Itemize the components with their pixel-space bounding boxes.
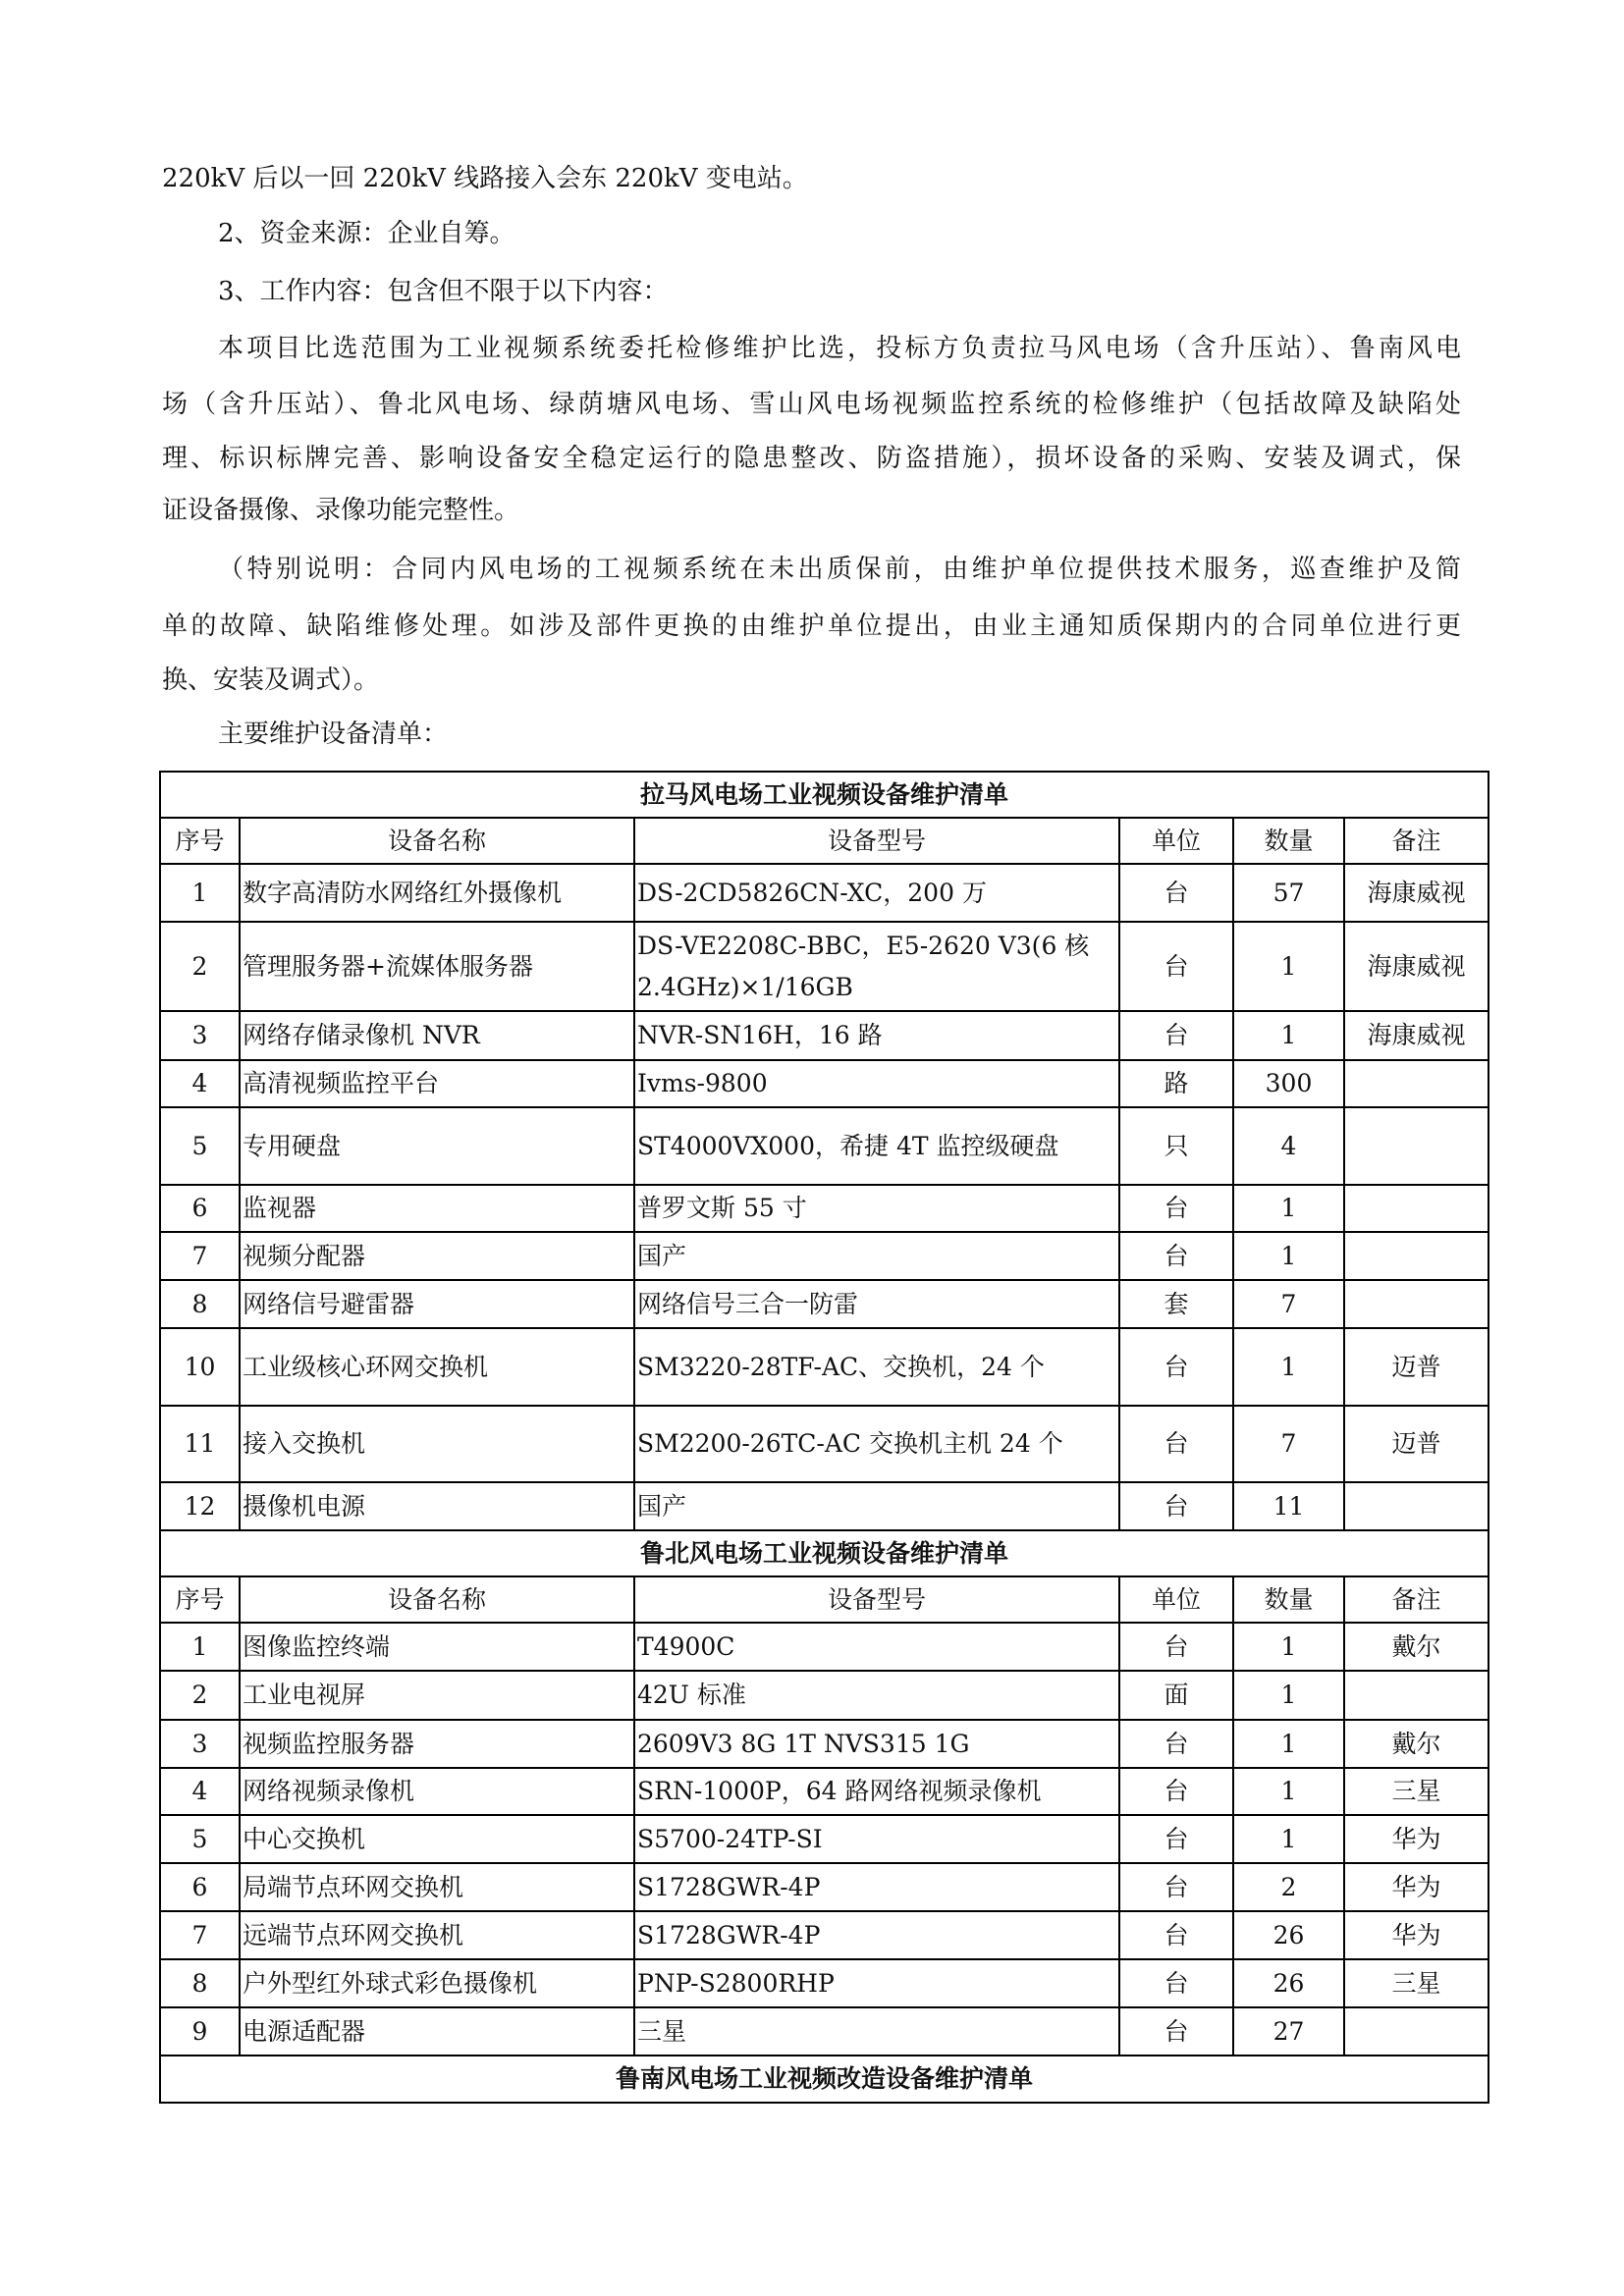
table-row (160, 1815, 1489, 1863)
unit: 台 (1119, 2007, 1233, 2056)
remark: 海康威视 (1344, 1011, 1489, 1060)
equipment-model: PNP-S2800RHP (634, 1959, 1119, 2007)
column-header-equipment-model: 设备型号 (634, 818, 1119, 864)
column-header-equipment-name: 设备名称 (240, 818, 634, 864)
unit: 台 (1119, 1768, 1233, 1815)
remark: 迈普 (1344, 1406, 1489, 1482)
equipment-model: SM3220-28TF-AC、交换机，24 个 (634, 1328, 1119, 1406)
column-header-quantity: 数量 (1233, 818, 1344, 864)
row-number: 6 (160, 1863, 240, 1911)
equipment-maintenance-table (159, 771, 1489, 2104)
paragraph-line: 证设备摄像、录像功能完整性。 (162, 496, 520, 525)
unit: 台 (1119, 1482, 1233, 1530)
quantity: 1 (1233, 1232, 1344, 1280)
equipment-name: 视频监控服务器 (240, 1720, 634, 1768)
equipment-name: 中心交换机 (240, 1815, 634, 1863)
equipment-name: 网络存储录像机 NVR (240, 1011, 634, 1060)
row-number: 4 (160, 1060, 240, 1107)
quantity: 1 (1233, 1671, 1344, 1720)
equipment-model: DS-VE2208C-BBC，E5-2620 V3(6 核 2.4GHz)×1/16GB (634, 922, 1119, 1011)
equipment-name: 摄像机电源 (240, 1482, 634, 1530)
row-number: 3 (160, 1011, 240, 1060)
table-row (160, 1406, 1489, 1482)
quantity: 1 (1233, 1720, 1344, 1768)
row-number: 6 (160, 1185, 240, 1232)
unit: 路 (1119, 1060, 1233, 1107)
remark: 海康威视 (1344, 864, 1489, 922)
equipment-list-heading: 主要维护设备清单： (218, 720, 449, 749)
unit: 套 (1119, 1280, 1233, 1328)
table-row (160, 1863, 1489, 1911)
unit: 台 (1119, 1863, 1233, 1911)
quantity: 7 (1233, 1406, 1344, 1482)
remark (1344, 1232, 1489, 1280)
column-header-remark: 备注 (1344, 818, 1489, 864)
paragraph-line: 场（含升压站）、鲁北风电场、绿荫塘风电场、雪山风电场视频监控系统的检修维护（包括故障及缺陷处 (162, 390, 1461, 419)
unit: 台 (1119, 1623, 1233, 1671)
equipment-model: S1728GWR-4P (634, 1863, 1119, 1911)
table-row (160, 1185, 1489, 1232)
column-header-quantity: 数量 (1233, 1576, 1344, 1623)
paragraph-line: （特别说明：合同内风电场的工视频系统在未出质保前，由维护单位提供技术服务，巡查维护及简 (218, 555, 1461, 584)
equipment-model: SM2200-26TC-AC 交换机主机 24 个 (634, 1406, 1119, 1482)
equipment-model: 国产 (634, 1232, 1119, 1280)
remark (1344, 1671, 1489, 1720)
table-row (160, 1671, 1489, 1720)
unit: 台 (1119, 1406, 1233, 1482)
equipment-name: 网络视频录像机 (240, 1768, 634, 1815)
remark: 海康威视 (1344, 922, 1489, 1011)
work-content-heading: 3、工作内容：包含但不限于以下内容： (218, 277, 669, 306)
equipment-model: S1728GWR-4P (634, 1911, 1119, 1959)
column-header-equipment-name: 设备名称 (240, 1576, 634, 1623)
table-row (160, 1911, 1489, 1959)
equipment-model: 网络信号三合一防雷 (634, 1280, 1119, 1328)
quantity: 1 (1233, 1623, 1344, 1671)
unit: 只 (1119, 1107, 1233, 1185)
remark (1344, 1060, 1489, 1107)
row-number: 3 (160, 1720, 240, 1768)
row-number: 12 (160, 1482, 240, 1530)
equipment-model: 2609V3 8G 1T NVS315 1G (634, 1720, 1119, 1768)
remark (1344, 1185, 1489, 1232)
equipment-name: 户外型红外球式彩色摄像机 (240, 1959, 634, 2007)
row-number: 1 (160, 864, 240, 922)
unit: 台 (1119, 1959, 1233, 2007)
equipment-model: 国产 (634, 1482, 1119, 1530)
quantity: 11 (1233, 1482, 1344, 1530)
row-number: 4 (160, 1768, 240, 1815)
equipment-name: 接入交换机 (240, 1406, 634, 1482)
quantity: 1 (1233, 922, 1344, 1011)
table-row (160, 1011, 1489, 1060)
unit: 台 (1119, 1185, 1233, 1232)
table-header-row (160, 1576, 1489, 1623)
paragraph-line: 理、标识标牌完善、影响设备安全稳定运行的隐患整改、防盗措施），损坏设备的采购、安装及调式，保 (162, 444, 1461, 473)
section-title: 鲁南风电场工业视频改造设备维护清单 (160, 2056, 1489, 2103)
equipment-model: NVR-SN16H，16 路 (634, 1011, 1119, 1060)
table-row (160, 1107, 1489, 1185)
table-section-title (160, 2056, 1489, 2103)
column-header-equipment-model: 设备型号 (634, 1576, 1119, 1623)
paragraph-line: 本项目比选范围为工业视频系统委托检修维护比选，投标方负责拉马风电场（含升压站）、鲁南风电 (218, 334, 1461, 363)
row-number: 2 (160, 922, 240, 1011)
remark: 三星 (1344, 1768, 1489, 1815)
equipment-name: 局端节点环网交换机 (240, 1863, 634, 1911)
quantity: 4 (1233, 1107, 1344, 1185)
paragraph-line: 220kV 后以一回 220kV 线路接入会东 220kV 变电站。 (162, 164, 808, 193)
equipment-model: 42U 标准 (634, 1671, 1119, 1720)
table-row (160, 1959, 1489, 2007)
row-number: 2 (160, 1671, 240, 1720)
remark: 戴尔 (1344, 1720, 1489, 1768)
remark (1344, 1107, 1489, 1185)
unit: 台 (1119, 1232, 1233, 1280)
quantity: 1 (1233, 1328, 1344, 1406)
row-number: 5 (160, 1815, 240, 1863)
equipment-model: Ivms-9800 (634, 1060, 1119, 1107)
column-header-unit: 单位 (1119, 1576, 1233, 1623)
remark: 华为 (1344, 1815, 1489, 1863)
equipment-model: S5700-24TP-SI (634, 1815, 1119, 1863)
quantity: 300 (1233, 1060, 1344, 1107)
equipment-model: ST4000VX000，希捷 4T 监控级硬盘 (634, 1107, 1119, 1185)
row-number: 10 (160, 1328, 240, 1406)
funding-source: 2、资金来源：企业自筹。 (218, 219, 515, 248)
equipment-name: 电源适配器 (240, 2007, 634, 2056)
equipment-name: 工业级核心环网交换机 (240, 1328, 634, 1406)
quantity: 7 (1233, 1280, 1344, 1328)
unit: 台 (1119, 1011, 1233, 1060)
unit: 台 (1119, 1815, 1233, 1863)
table-section-title (160, 772, 1489, 818)
table-row (160, 1482, 1489, 1530)
remark: 华为 (1344, 1863, 1489, 1911)
equipment-name: 网络信号避雷器 (240, 1280, 634, 1328)
column-header-row-number: 序号 (160, 1576, 240, 1623)
quantity: 57 (1233, 864, 1344, 922)
equipment-name: 专用硬盘 (240, 1107, 634, 1185)
row-number: 5 (160, 1107, 240, 1185)
quantity: 1 (1233, 1768, 1344, 1815)
unit: 台 (1119, 1720, 1233, 1768)
column-header-remark: 备注 (1344, 1576, 1489, 1623)
table-row (160, 1232, 1489, 1280)
equipment-name: 数字高清防水网络红外摄像机 (240, 864, 634, 922)
unit: 台 (1119, 1911, 1233, 1959)
quantity: 26 (1233, 1959, 1344, 2007)
table-row (160, 922, 1489, 1011)
unit: 面 (1119, 1671, 1233, 1720)
remark (1344, 1482, 1489, 1530)
paragraph-line: 换、安装及调式）。 (162, 666, 380, 695)
equipment-name: 远端节点环网交换机 (240, 1911, 634, 1959)
unit: 台 (1119, 864, 1233, 922)
section-title: 拉马风电场工业视频设备维护清单 (160, 772, 1489, 818)
row-number: 8 (160, 1959, 240, 2007)
equipment-model: DS-2CD5826CN-XC，200 万 (634, 864, 1119, 922)
row-number: 7 (160, 1911, 240, 1959)
table-row (160, 1060, 1489, 1107)
remark (1344, 1280, 1489, 1328)
remark (1344, 2007, 1489, 2056)
remark: 三星 (1344, 1959, 1489, 2007)
section-title: 鲁北风电场工业视频设备维护清单 (160, 1530, 1489, 1576)
quantity: 26 (1233, 1911, 1344, 1959)
equipment-name: 视频分配器 (240, 1232, 634, 1280)
table-row (160, 1328, 1489, 1406)
equipment-name: 图像监控终端 (240, 1623, 634, 1671)
quantity: 1 (1233, 1185, 1344, 1232)
equipment-model: T4900C (634, 1623, 1119, 1671)
quantity: 2 (1233, 1863, 1344, 1911)
table-row (160, 864, 1489, 922)
equipment-name: 工业电视屏 (240, 1671, 634, 1720)
equipment-name: 管理服务器+流媒体服务器 (240, 922, 634, 1011)
paragraph-line: 单的故障、缺陷维修处理。如涉及部件更换的由维护单位提出，由业主通知质保期内的合同单位进行更 (162, 612, 1461, 641)
equipment-name: 监视器 (240, 1185, 634, 1232)
table-row (160, 1720, 1489, 1768)
row-number: 9 (160, 2007, 240, 2056)
remark: 华为 (1344, 1911, 1489, 1959)
row-number: 1 (160, 1623, 240, 1671)
equipment-name: 高清视频监控平台 (240, 1060, 634, 1107)
table-row (160, 2007, 1489, 2056)
remark: 迈普 (1344, 1328, 1489, 1406)
table-row (160, 1768, 1489, 1815)
row-number: 11 (160, 1406, 240, 1482)
column-header-unit: 单位 (1119, 818, 1233, 864)
remark: 戴尔 (1344, 1623, 1489, 1671)
unit: 台 (1119, 922, 1233, 1011)
table-section-title (160, 1530, 1489, 1576)
equipment-model: SRN-1000P，64 路网络视频录像机 (634, 1768, 1119, 1815)
column-header-row-number: 序号 (160, 818, 240, 864)
equipment-model: 三星 (634, 2007, 1119, 2056)
unit: 台 (1119, 1328, 1233, 1406)
quantity: 1 (1233, 1815, 1344, 1863)
row-number: 7 (160, 1232, 240, 1280)
quantity: 27 (1233, 2007, 1344, 2056)
table-row (160, 1623, 1489, 1671)
equipment-model: 普罗文斯 55 寸 (634, 1185, 1119, 1232)
row-number: 8 (160, 1280, 240, 1328)
table-row (160, 1280, 1489, 1328)
table-header-row (160, 818, 1489, 864)
quantity: 1 (1233, 1011, 1344, 1060)
